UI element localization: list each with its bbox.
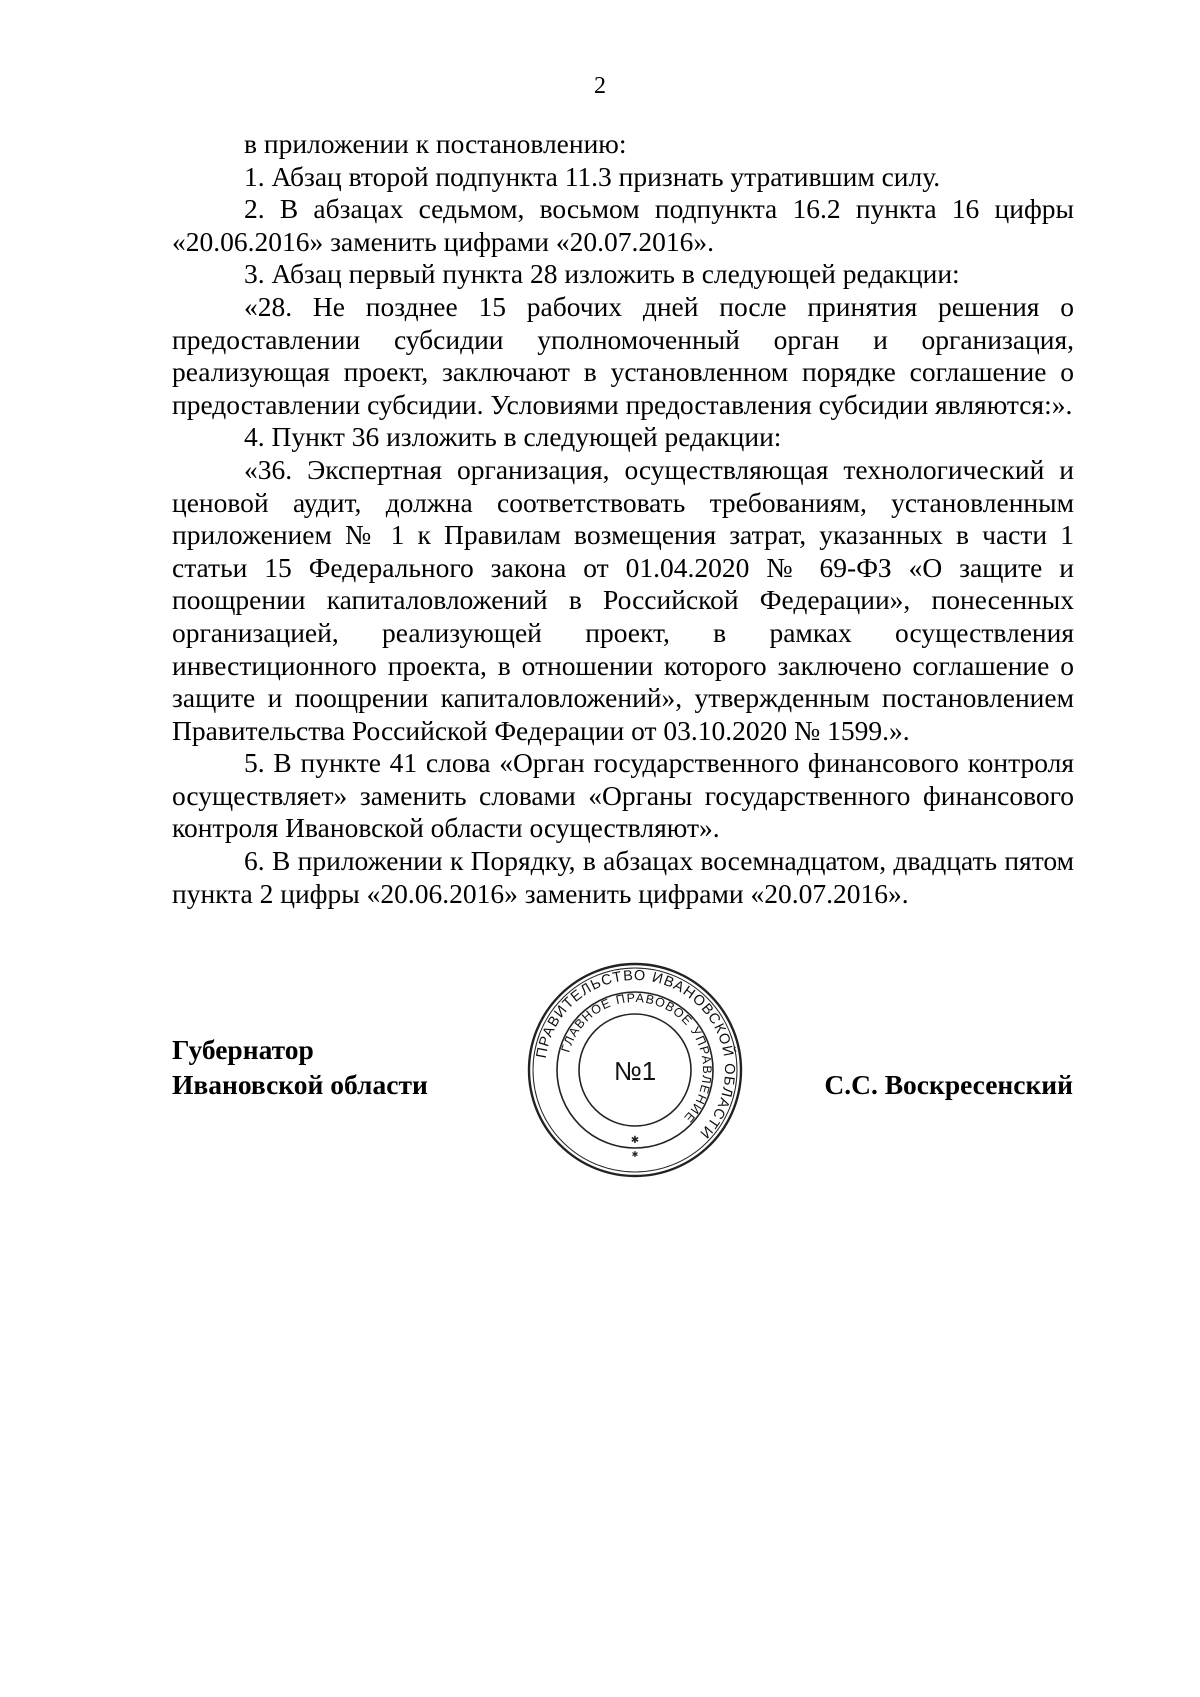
seal-inner-text: ГЛАВНОЕ ПРАВОВОЕ УПРАВЛЕНИЕ — [558, 990, 715, 1126]
paragraph-intro: в приложении к постановлению: — [244, 128, 627, 159]
page-number: 2 — [594, 73, 606, 99]
official-seal-stamp — [525, 960, 745, 1180]
signatory-region: Ивановской области — [172, 1069, 428, 1100]
paragraph-item-3: 3. Абзац первый пункта 28 изложить в следующей редакции: — [244, 258, 960, 290]
seal-graphic — [525, 960, 745, 1180]
seal-small-star-icon: ✱ — [631, 1150, 639, 1159]
signatory-name: С.С. Воскресенский — [824, 1069, 1073, 1100]
paragraph-quote-28: «28. Не позднее 15 рабочих дней после принятия решения о предоставлении субсидии уполномоченный орган и организация, реализующая проект, заключают в установленном порядке соглашение о предоставлении субсидии. Условиями предоставления субсидии являются:». — [172, 290, 1074, 420]
paragraph-item-4: 4. Пункт 36 изложить в следующей редакции: — [244, 421, 782, 453]
seal-star-icon: ✱ — [630, 1135, 640, 1146]
paragraph-item-2: 2. В абзацах седьмом, восьмом подпункта 16.2 пункта 16 цифры «20.06.2016» заменить цифрами «20.07.2016». — [172, 193, 1074, 257]
paragraph-item-6: 6. В приложении к Порядку, в абзацах восемнадцатом, двадцать пятом пункта 2 цифры «20.06.2016» заменить цифрами «20.07.2016». — [172, 845, 1074, 909]
signatory-position — [172, 1032, 428, 1102]
seal-outer-text: ПРАВИТЕЛЬСТВО ИВАНОВСКОЙ ОБЛАСТИ — [533, 967, 738, 1142]
paragraph-quote-36: «36. Экспертная организация, осуществляющая технологический и ценовой аудит, должна соответствовать требованиям, установленным приложением № 1 к Правилам возмещения затрат, указанных в части 1 статьи 15 Федерального закона от 01.04.2020 № 69-ФЗ «О защите и поощрении капиталовложений в Российской Федерации», понесенных организацией, реализующей проект, в рамках осуществления инвестиционного проекта, в отношении которого заключено соглашение о защите и поощрении капиталовложений», утвержденным постановлением Правительства Российской Федерации от 03.10.2020 № 1599.». — [172, 453, 1074, 746]
document-body — [172, 128, 1074, 910]
seal-number: №1 — [613, 1056, 657, 1086]
paragraph-item-1: 1. Абзац второй подпункта 11.3 признать утратившим силу. — [244, 160, 941, 192]
signatory-title: Губернатор — [172, 1034, 314, 1065]
paragraph-item-5: 5. В пункте 41 слова «Орган государственного финансового контроля осуществляет» заменить словами «Органы государственного финансового контроля Ивановской области осуществляют». — [172, 747, 1074, 844]
